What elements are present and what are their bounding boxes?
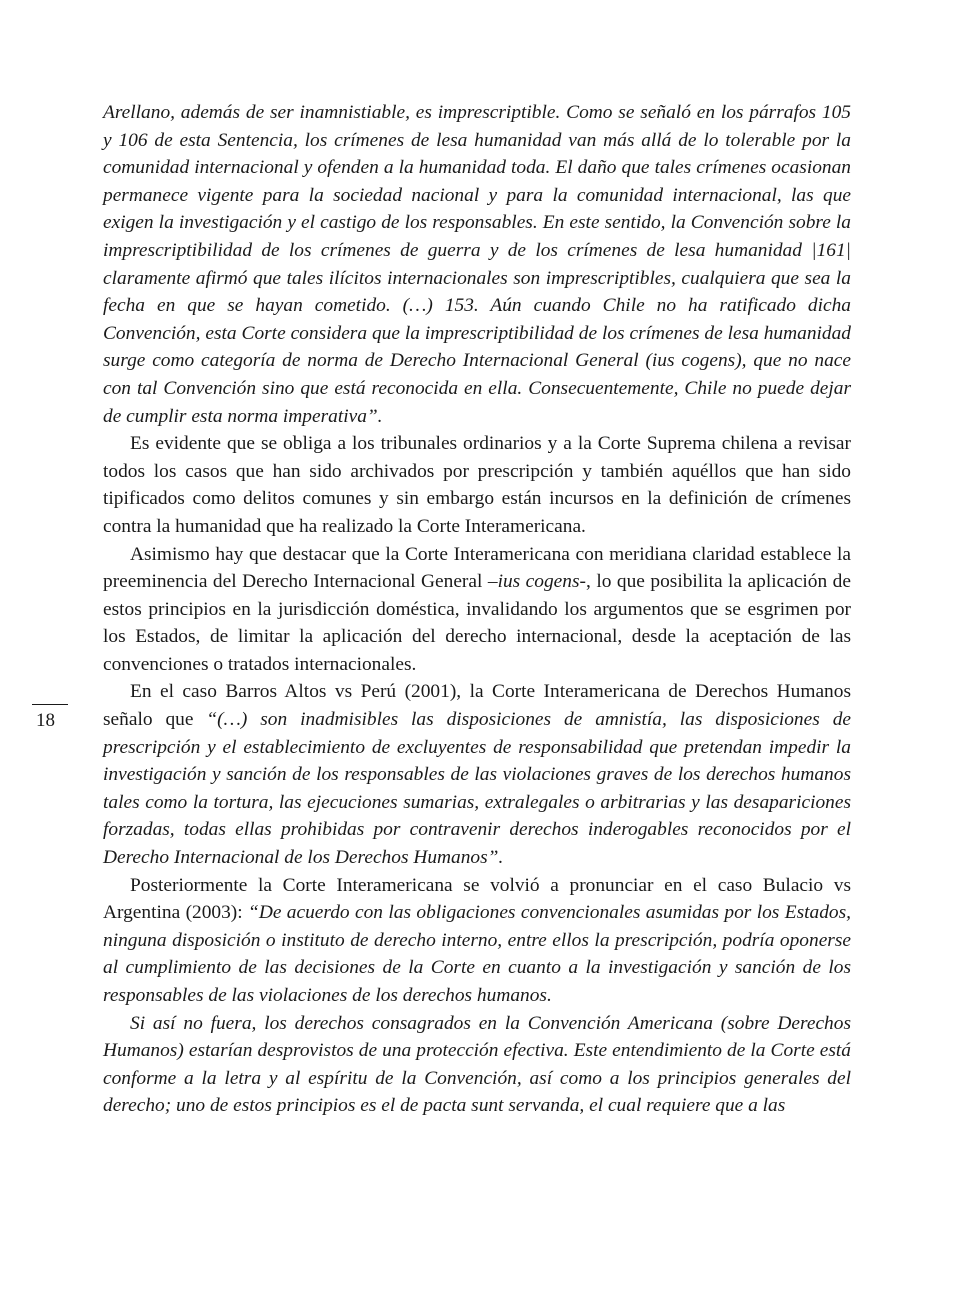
paragraph-prescription-obligation — [103, 430, 851, 540]
paragraph-ius-cogens — [103, 541, 851, 679]
text-segment-italic: “De acuerdo con las obligaciones convencionales asumidas por los Estados, ninguna disposición o instituto de derecho interno, entre ellos la prescripción, podría oponerse al cumplimiento de las decisiones de la Corte en cuanto a la investigación y sanción de los responsables de las violaciones de los derechos humanos. — [103, 902, 851, 1006]
body-text — [103, 99, 851, 1120]
text-segment: En el caso Barros Altos vs Perú (2001), la Corte Interamericana de Derechos Humanos señalo que — [103, 681, 851, 731]
paragraph-quote-continuation — [103, 99, 851, 430]
text-segment-italic: Si así no fuera, los derechos consagrados en la Convención Americana (sobre Derechos Humanos) estarían desprovistos de una protección efectiva. Este entendimiento de la Corte está conforme a la letra y al espíritu de la Convención, así como a los principios generales del derecho; uno de estos principios es el de pacta sunt servanda, el cual requiere que a las — [103, 1012, 851, 1117]
text-segment-italic: “(…) son inadmisibles las disposiciones de amnistía, las disposiciones de prescripción y el establecimiento de excluyentes de responsabilidad que pretendan impedir la investigación y sanción de los responsables de las violaciones graves de los derechos humanos tales como la tortura, las ejecuciones sumarias, extralegales o arbitrarias y las desapariciones forzadas, todas ellas prohibidas por contravenir derechos inderogables reconocidos por el Derecho Internacional de los Derechos Humanos”. — [103, 709, 851, 869]
page-number-rule — [32, 704, 68, 705]
paragraph-barros-altos — [103, 678, 851, 871]
text-segment: , lo que posibilita la aplicación de estos principios en la jurisdicción doméstica, invalidando los argumentos que se esgrimen por los Estados, de limitar la aplicación del derecho internacional, desde la aceptación de las convenciones o tratados internacionales. — [103, 571, 851, 675]
paragraph-bulacio — [103, 872, 851, 1010]
text-segment: Asimismo hay que destacar que la Corte Interamericana con meridiana claridad establece la preeminencia del Derecho Internacional General — [103, 543, 851, 593]
page-number: 18 — [36, 710, 55, 731]
text-segment: Arellano, además de ser inamnistiable, es imprescriptible. Como se señaló en los párrafos 105 y 106 de esta Sentencia, los crímenes de lesa humanidad van más allá de lo tolerable por la comunidad internacional y ofenden a la humanidad toda. El daño que tales crímenes ocasionan permanece vigente para la sociedad nacional y para la comunidad internacional, las que exigen la investigación y el castigo de los responsables. En este sentido, la Convención sobre la imprescriptibilidad de los crímenes de guerra y de los crímenes de lesa humanidad |161| claramente afirmó que tales ilícitos internacionales son imprescriptibles, cualquiera que sea la fecha en que se hayan cometido. (…) 153. Aún cuando Chile no ha ratificado dicha Convención, esta Corte considera que la imprescriptibilidad de los crímenes de lesa humanidad surge como categoría de norma de Derecho Internacional General (ius cogens), que no nace con tal Convención sino que está reconocida en ella. Consecuentemente, Chile no puede dejar de cumplir esta norma imperativa”. — [103, 102, 851, 427]
text-segment: Es evidente que se obliga a los tribunales ordinarios y a la Corte Suprema chilena a revisar todos los casos que han sido archivados por prescripción y también aquéllos que han sido tipificados como delitos comunes y sin embargo están incursos en la definición de crímenes contra la humanidad que ha realizado la Corte Interamericana. — [103, 433, 851, 537]
paragraph-pacta-sunt-servanda — [103, 1010, 851, 1120]
text-segment: Posteriormente la Corte Interamericana se volvió a pronunciar en el caso Bulacio vs Argentina (2003): — [103, 874, 851, 924]
text-segment-italic: –ius cogens- — [487, 571, 586, 593]
